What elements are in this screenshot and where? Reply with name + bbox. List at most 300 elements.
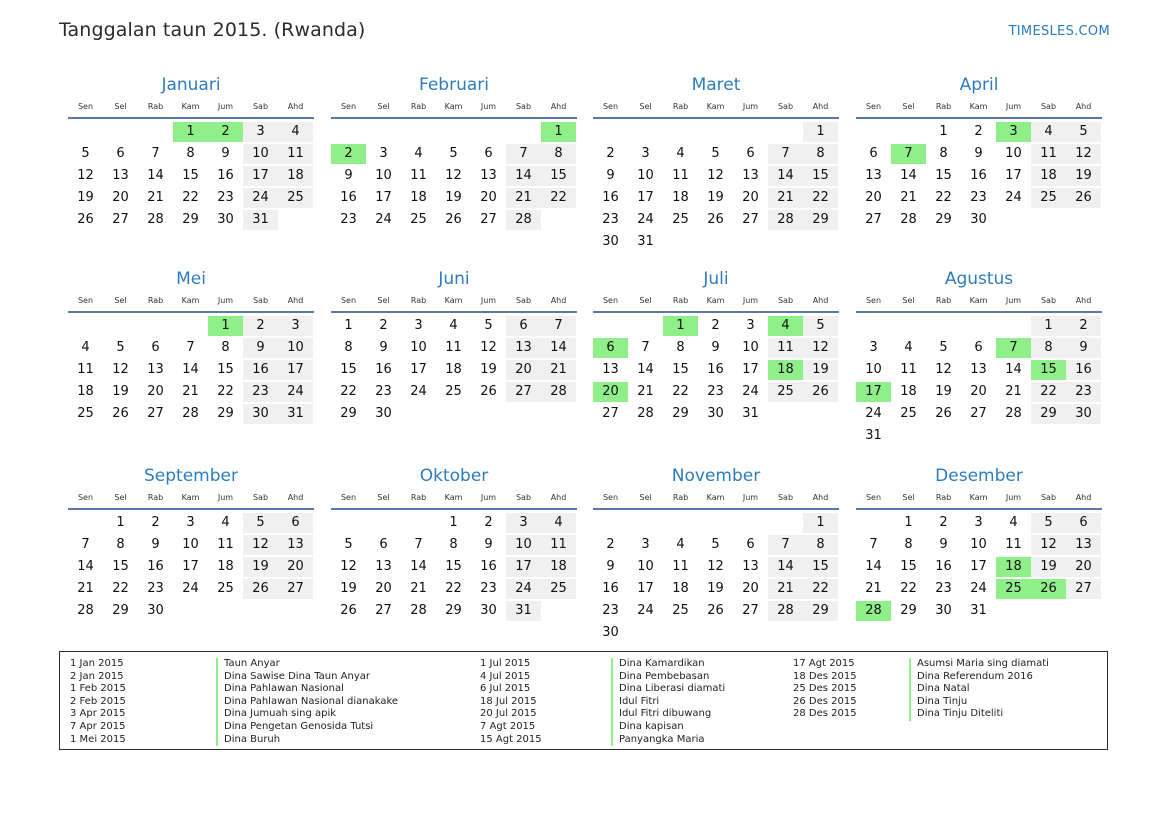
day-cell[interactable]: 16 <box>970 168 987 183</box>
day-cell[interactable]: 3 <box>641 537 650 552</box>
day-cell[interactable]: 25 <box>900 406 917 421</box>
day-cell[interactable]: 24 <box>865 406 882 421</box>
day-cell[interactable]: 12 <box>480 340 497 355</box>
day-cell[interactable]: 3 <box>974 515 983 530</box>
day-cell[interactable]: 26 <box>480 384 497 399</box>
day-cell[interactable]: 28 <box>768 210 803 230</box>
day-cell[interactable]: 8 <box>1031 338 1066 358</box>
day-cell[interactable]: 20 <box>865 190 882 205</box>
day-cell[interactable]: 18 <box>900 384 917 399</box>
day-cell[interactable]: 27 <box>865 212 882 227</box>
day-cell[interactable]: 30 <box>707 406 724 421</box>
day-cell[interactable]: 23 <box>935 581 952 596</box>
day-cell[interactable]: 19 <box>340 581 357 596</box>
day-cell[interactable]: 14 <box>147 168 164 183</box>
day-cell[interactable]: 29 <box>182 212 199 227</box>
day-cell[interactable]: 4 <box>541 513 576 533</box>
day-cell[interactable]: 9 <box>939 537 948 552</box>
day-cell[interactable]: 5 <box>1066 122 1101 142</box>
day-cell[interactable]: 9 <box>974 146 983 161</box>
day-cell[interactable]: 9 <box>606 559 615 574</box>
day-cell[interactable]: 8 <box>186 146 195 161</box>
day-cell[interactable]: 15 <box>445 559 462 574</box>
day-cell[interactable]: 10 <box>410 340 427 355</box>
day-cell[interactable]: 21 <box>1005 384 1022 399</box>
day-cell[interactable]: 18 <box>672 581 689 596</box>
day-cell[interactable]: 21 <box>410 581 427 596</box>
day-cell[interactable]: 22 <box>935 190 952 205</box>
day-cell[interactable]: 18 <box>217 559 234 574</box>
day-cell[interactable]: 17 <box>1005 168 1022 183</box>
day-cell[interactable]: 12 <box>803 338 838 358</box>
holiday-day-cell[interactable]: 26 <box>1031 579 1066 599</box>
day-cell[interactable]: 25 <box>278 188 313 208</box>
day-cell[interactable]: 24 <box>1005 190 1022 205</box>
day-cell[interactable]: 3 <box>641 146 650 161</box>
day-cell[interactable]: 31 <box>865 428 882 443</box>
day-cell[interactable]: 17 <box>970 559 987 574</box>
day-cell[interactable]: 27 <box>1066 579 1101 599</box>
day-cell[interactable]: 15 <box>672 362 689 377</box>
day-cell[interactable]: 15 <box>182 168 199 183</box>
day-cell[interactable]: 16 <box>602 190 619 205</box>
day-cell[interactable]: 22 <box>340 384 357 399</box>
holiday-day-cell[interactable]: 2 <box>208 122 243 142</box>
day-cell[interactable]: 25 <box>217 581 234 596</box>
day-cell[interactable]: 24 <box>182 581 199 596</box>
day-cell[interactable]: 1 <box>939 124 948 139</box>
day-cell[interactable]: 14 <box>1005 362 1022 377</box>
day-cell[interactable]: 10 <box>865 362 882 377</box>
day-cell[interactable]: 12 <box>1066 144 1101 164</box>
day-cell[interactable]: 24 <box>278 382 313 402</box>
day-cell[interactable]: 19 <box>445 190 462 205</box>
day-cell[interactable]: 18 <box>672 190 689 205</box>
day-cell[interactable]: 10 <box>637 559 654 574</box>
day-cell[interactable]: 22 <box>803 579 838 599</box>
day-cell[interactable]: 8 <box>541 144 576 164</box>
day-cell[interactable]: 1 <box>1031 316 1066 336</box>
day-cell[interactable]: 24 <box>637 212 654 227</box>
day-cell[interactable]: 30 <box>1066 404 1101 424</box>
day-cell[interactable]: 22 <box>217 384 234 399</box>
day-cell[interactable]: 21 <box>147 190 164 205</box>
day-cell[interactable]: 26 <box>112 406 129 421</box>
day-cell[interactable]: 1 <box>449 515 458 530</box>
day-cell[interactable]: 3 <box>506 513 541 533</box>
day-cell[interactable]: 12 <box>1031 535 1066 555</box>
day-cell[interactable]: 2 <box>974 124 983 139</box>
day-cell[interactable]: 5 <box>711 537 720 552</box>
day-cell[interactable]: 21 <box>637 384 654 399</box>
day-cell[interactable]: 4 <box>676 146 685 161</box>
day-cell[interactable]: 25 <box>768 382 803 402</box>
day-cell[interactable]: 15 <box>935 168 952 183</box>
day-cell[interactable]: 28 <box>506 210 541 230</box>
day-cell[interactable]: 17 <box>375 190 392 205</box>
day-cell[interactable]: 21 <box>182 384 199 399</box>
day-cell[interactable]: 18 <box>445 362 462 377</box>
day-cell[interactable]: 9 <box>221 146 230 161</box>
day-cell[interactable]: 14 <box>865 559 882 574</box>
day-cell[interactable]: 23 <box>602 212 619 227</box>
day-cell[interactable]: 14 <box>541 338 576 358</box>
day-cell[interactable]: 11 <box>410 168 427 183</box>
day-cell[interactable]: 1 <box>344 318 353 333</box>
day-cell[interactable]: 29 <box>935 212 952 227</box>
day-cell[interactable]: 17 <box>742 362 759 377</box>
day-cell[interactable]: 21 <box>865 581 882 596</box>
day-cell[interactable]: 19 <box>112 384 129 399</box>
day-cell[interactable]: 6 <box>484 146 493 161</box>
day-cell[interactable]: 25 <box>672 212 689 227</box>
day-cell[interactable]: 24 <box>375 212 392 227</box>
day-cell[interactable]: 9 <box>484 537 493 552</box>
day-cell[interactable]: 17 <box>182 559 199 574</box>
day-cell[interactable]: 23 <box>147 581 164 596</box>
day-cell[interactable]: 30 <box>602 234 619 249</box>
day-cell[interactable]: 22 <box>445 581 462 596</box>
day-cell[interactable]: 11 <box>900 362 917 377</box>
day-cell[interactable]: 7 <box>768 535 803 555</box>
day-cell[interactable]: 31 <box>970 603 987 618</box>
day-cell[interactable]: 3 <box>414 318 423 333</box>
day-cell[interactable]: 20 <box>742 190 759 205</box>
day-cell[interactable]: 11 <box>278 144 313 164</box>
day-cell[interactable]: 26 <box>340 603 357 618</box>
day-cell[interactable]: 17 <box>637 581 654 596</box>
day-cell[interactable]: 23 <box>707 384 724 399</box>
day-cell[interactable]: 24 <box>243 188 278 208</box>
day-cell[interactable]: 7 <box>186 340 195 355</box>
day-cell[interactable]: 6 <box>1066 513 1101 533</box>
day-cell[interactable]: 13 <box>480 168 497 183</box>
day-cell[interactable]: 31 <box>637 234 654 249</box>
day-cell[interactable]: 8 <box>116 537 125 552</box>
day-cell[interactable]: 16 <box>217 168 234 183</box>
day-cell[interactable]: 11 <box>768 338 803 358</box>
day-cell[interactable]: 5 <box>711 146 720 161</box>
day-cell[interactable]: 4 <box>81 340 90 355</box>
day-cell[interactable]: 14 <box>506 166 541 186</box>
day-cell[interactable]: 12 <box>112 362 129 377</box>
day-cell[interactable]: 15 <box>340 362 357 377</box>
day-cell[interactable]: 26 <box>935 406 952 421</box>
day-cell[interactable]: 3 <box>278 316 313 336</box>
day-cell[interactable]: 22 <box>672 384 689 399</box>
day-cell[interactable]: 9 <box>243 338 278 358</box>
day-cell[interactable]: 18 <box>541 557 576 577</box>
day-cell[interactable]: 8 <box>221 340 230 355</box>
day-cell[interactable]: 16 <box>480 559 497 574</box>
day-cell[interactable]: 21 <box>768 579 803 599</box>
day-cell[interactable]: 29 <box>340 406 357 421</box>
day-cell[interactable]: 4 <box>221 515 230 530</box>
day-cell[interactable]: 18 <box>410 190 427 205</box>
day-cell[interactable]: 4 <box>676 537 685 552</box>
day-cell[interactable]: 23 <box>1066 382 1101 402</box>
holiday-day-cell[interactable]: 18 <box>996 557 1031 577</box>
day-cell[interactable]: 1 <box>904 515 913 530</box>
day-cell[interactable]: 12 <box>445 168 462 183</box>
day-cell[interactable]: 18 <box>278 166 313 186</box>
day-cell[interactable]: 24 <box>410 384 427 399</box>
day-cell[interactable]: 21 <box>900 190 917 205</box>
day-cell[interactable]: 10 <box>637 168 654 183</box>
day-cell[interactable]: 11 <box>1031 144 1066 164</box>
holiday-day-cell[interactable]: 17 <box>856 382 891 402</box>
day-cell[interactable]: 7 <box>869 537 878 552</box>
day-cell[interactable]: 22 <box>900 581 917 596</box>
day-cell[interactable]: 13 <box>742 168 759 183</box>
day-cell[interactable]: 25 <box>410 212 427 227</box>
day-cell[interactable]: 29 <box>803 601 838 621</box>
day-cell[interactable]: 29 <box>217 406 234 421</box>
day-cell[interactable]: 19 <box>77 190 94 205</box>
day-cell[interactable]: 20 <box>278 557 313 577</box>
day-cell[interactable]: 29 <box>672 406 689 421</box>
day-cell[interactable]: 30 <box>147 603 164 618</box>
day-cell[interactable]: 10 <box>375 168 392 183</box>
day-cell[interactable]: 29 <box>900 603 917 618</box>
day-cell[interactable]: 13 <box>278 535 313 555</box>
day-cell[interactable]: 1 <box>803 513 838 533</box>
day-cell[interactable]: 28 <box>147 212 164 227</box>
day-cell[interactable]: 18 <box>1031 166 1066 186</box>
day-cell[interactable]: 2 <box>939 515 948 530</box>
day-cell[interactable]: 2 <box>606 146 615 161</box>
day-cell[interactable]: 28 <box>768 601 803 621</box>
day-cell[interactable]: 7 <box>541 316 576 336</box>
day-cell[interactable]: 5 <box>344 537 353 552</box>
day-cell[interactable]: 26 <box>707 603 724 618</box>
day-cell[interactable]: 14 <box>768 557 803 577</box>
day-cell[interactable]: 16 <box>935 559 952 574</box>
day-cell[interactable]: 24 <box>742 384 759 399</box>
day-cell[interactable]: 6 <box>869 146 878 161</box>
day-cell[interactable]: 13 <box>506 338 541 358</box>
holiday-day-cell[interactable]: 1 <box>541 122 576 142</box>
day-cell[interactable]: 10 <box>182 537 199 552</box>
day-cell[interactable]: 4 <box>414 146 423 161</box>
day-cell[interactable]: 7 <box>768 144 803 164</box>
day-cell[interactable]: 6 <box>506 316 541 336</box>
day-cell[interactable]: 13 <box>147 362 164 377</box>
day-cell[interactable]: 25 <box>541 579 576 599</box>
day-cell[interactable]: 10 <box>1005 146 1022 161</box>
day-cell[interactable]: 30 <box>217 212 234 227</box>
day-cell[interactable]: 26 <box>77 212 94 227</box>
day-cell[interactable]: 16 <box>147 559 164 574</box>
day-cell[interactable]: 27 <box>742 212 759 227</box>
day-cell[interactable]: 13 <box>1066 535 1101 555</box>
holiday-day-cell[interactable]: 1 <box>208 316 243 336</box>
day-cell[interactable]: 8 <box>939 146 948 161</box>
day-cell[interactable]: 27 <box>375 603 392 618</box>
day-cell[interactable]: 6 <box>116 146 125 161</box>
holiday-day-cell[interactable]: 6 <box>593 338 628 358</box>
day-cell[interactable]: 6 <box>974 340 983 355</box>
day-cell[interactable]: 30 <box>935 603 952 618</box>
day-cell[interactable]: 28 <box>410 603 427 618</box>
day-cell[interactable]: 10 <box>970 537 987 552</box>
day-cell[interactable]: 20 <box>970 384 987 399</box>
day-cell[interactable]: 10 <box>506 535 541 555</box>
holiday-day-cell[interactable]: 4 <box>768 316 803 336</box>
day-cell[interactable]: 5 <box>803 316 838 336</box>
day-cell[interactable]: 17 <box>637 190 654 205</box>
day-cell[interactable]: 19 <box>243 557 278 577</box>
day-cell[interactable]: 12 <box>340 559 357 574</box>
day-cell[interactable]: 9 <box>711 340 720 355</box>
holiday-day-cell[interactable]: 1 <box>663 316 698 336</box>
day-cell[interactable]: 5 <box>243 513 278 533</box>
day-cell[interactable]: 2 <box>379 318 388 333</box>
day-cell[interactable]: 2 <box>1066 316 1101 336</box>
day-cell[interactable]: 23 <box>243 382 278 402</box>
day-cell[interactable]: 12 <box>77 168 94 183</box>
day-cell[interactable]: 3 <box>379 146 388 161</box>
day-cell[interactable]: 14 <box>768 166 803 186</box>
day-cell[interactable]: 2 <box>606 537 615 552</box>
day-cell[interactable]: 3 <box>869 340 878 355</box>
day-cell[interactable]: 15 <box>112 559 129 574</box>
day-cell[interactable]: 14 <box>182 362 199 377</box>
day-cell[interactable]: 24 <box>970 581 987 596</box>
day-cell[interactable]: 29 <box>1031 404 1066 424</box>
day-cell[interactable]: 11 <box>217 537 234 552</box>
day-cell[interactable]: 19 <box>1066 166 1101 186</box>
day-cell[interactable]: 4 <box>449 318 458 333</box>
day-cell[interactable]: 5 <box>449 146 458 161</box>
day-cell[interactable]: 12 <box>707 168 724 183</box>
day-cell[interactable]: 19 <box>707 581 724 596</box>
day-cell[interactable]: 19 <box>1031 557 1066 577</box>
day-cell[interactable]: 4 <box>1009 515 1018 530</box>
day-cell[interactable]: 11 <box>445 340 462 355</box>
day-cell[interactable]: 13 <box>375 559 392 574</box>
day-cell[interactable]: 12 <box>707 559 724 574</box>
day-cell[interactable]: 3 <box>186 515 195 530</box>
day-cell[interactable]: 13 <box>112 168 129 183</box>
day-cell[interactable]: 21 <box>768 188 803 208</box>
day-cell[interactable]: 31 <box>506 601 541 621</box>
day-cell[interactable]: 15 <box>900 559 917 574</box>
day-cell[interactable]: 16 <box>707 362 724 377</box>
day-cell[interactable]: 23 <box>375 384 392 399</box>
day-cell[interactable]: 4 <box>904 340 913 355</box>
day-cell[interactable]: 14 <box>77 559 94 574</box>
day-cell[interactable]: 9 <box>151 537 160 552</box>
holiday-day-cell[interactable]: 2 <box>331 144 366 164</box>
day-cell[interactable]: 20 <box>1066 557 1101 577</box>
day-cell[interactable]: 21 <box>77 581 94 596</box>
day-cell[interactable]: 11 <box>672 559 689 574</box>
day-cell[interactable]: 10 <box>278 338 313 358</box>
day-cell[interactable]: 7 <box>414 537 423 552</box>
day-cell[interactable]: 25 <box>1031 188 1066 208</box>
holiday-day-cell[interactable]: 15 <box>1031 360 1066 380</box>
day-cell[interactable]: 30 <box>243 404 278 424</box>
day-cell[interactable]: 9 <box>344 168 353 183</box>
day-cell[interactable]: 2 <box>711 318 720 333</box>
day-cell[interactable]: 11 <box>1005 537 1022 552</box>
day-cell[interactable]: 20 <box>375 581 392 596</box>
day-cell[interactable]: 9 <box>606 168 615 183</box>
day-cell[interactable]: 26 <box>803 382 838 402</box>
day-cell[interactable]: 17 <box>243 166 278 186</box>
day-cell[interactable]: 23 <box>340 212 357 227</box>
day-cell[interactable]: 26 <box>707 212 724 227</box>
day-cell[interactable]: 5 <box>116 340 125 355</box>
day-cell[interactable]: 29 <box>803 210 838 230</box>
day-cell[interactable]: 8 <box>344 340 353 355</box>
day-cell[interactable]: 22 <box>112 581 129 596</box>
day-cell[interactable]: 19 <box>803 360 838 380</box>
day-cell[interactable]: 7 <box>641 340 650 355</box>
day-cell[interactable]: 28 <box>900 212 917 227</box>
day-cell[interactable]: 5 <box>81 146 90 161</box>
day-cell[interactable]: 25 <box>445 384 462 399</box>
day-cell[interactable]: 21 <box>541 360 576 380</box>
day-cell[interactable]: 8 <box>803 144 838 164</box>
day-cell[interactable]: 14 <box>900 168 917 183</box>
day-cell[interactable]: 8 <box>904 537 913 552</box>
holiday-day-cell[interactable]: 3 <box>996 122 1031 142</box>
day-cell[interactable]: 12 <box>935 362 952 377</box>
day-cell[interactable]: 24 <box>637 603 654 618</box>
day-cell[interactable]: 29 <box>445 603 462 618</box>
day-cell[interactable]: 30 <box>375 406 392 421</box>
day-cell[interactable]: 14 <box>637 362 654 377</box>
day-cell[interactable]: 15 <box>803 166 838 186</box>
day-cell[interactable]: 10 <box>243 144 278 164</box>
day-cell[interactable]: 23 <box>970 190 987 205</box>
day-cell[interactable]: 30 <box>602 625 619 640</box>
day-cell[interactable]: 20 <box>147 384 164 399</box>
day-cell[interactable]: 12 <box>243 535 278 555</box>
day-cell[interactable]: 27 <box>742 603 759 618</box>
holiday-day-cell[interactable]: 1 <box>173 122 208 142</box>
day-cell[interactable]: 27 <box>278 579 313 599</box>
day-cell[interactable]: 6 <box>746 146 755 161</box>
day-cell[interactable]: 6 <box>278 513 313 533</box>
day-cell[interactable]: 23 <box>217 190 234 205</box>
day-cell[interactable]: 19 <box>480 362 497 377</box>
day-cell[interactable]: 16 <box>243 360 278 380</box>
day-cell[interactable]: 13 <box>970 362 987 377</box>
day-cell[interactable]: 7 <box>506 144 541 164</box>
day-cell[interactable]: 22 <box>182 190 199 205</box>
day-cell[interactable]: 1 <box>116 515 125 530</box>
day-cell[interactable]: 5 <box>1031 513 1066 533</box>
day-cell[interactable]: 10 <box>742 340 759 355</box>
day-cell[interactable]: 7 <box>81 537 90 552</box>
day-cell[interactable]: 2 <box>484 515 493 530</box>
day-cell[interactable]: 4 <box>278 122 313 142</box>
day-cell[interactable]: 8 <box>676 340 685 355</box>
day-cell[interactable]: 22 <box>541 188 576 208</box>
day-cell[interactable]: 7 <box>151 146 160 161</box>
day-cell[interactable]: 13 <box>602 362 619 377</box>
day-cell[interactable]: 25 <box>672 603 689 618</box>
day-cell[interactable]: 28 <box>541 382 576 402</box>
day-cell[interactable]: 11 <box>77 362 94 377</box>
day-cell[interactable]: 13 <box>742 559 759 574</box>
day-cell[interactable]: 8 <box>449 537 458 552</box>
day-cell[interactable]: 22 <box>803 188 838 208</box>
day-cell[interactable]: 28 <box>1005 406 1022 421</box>
